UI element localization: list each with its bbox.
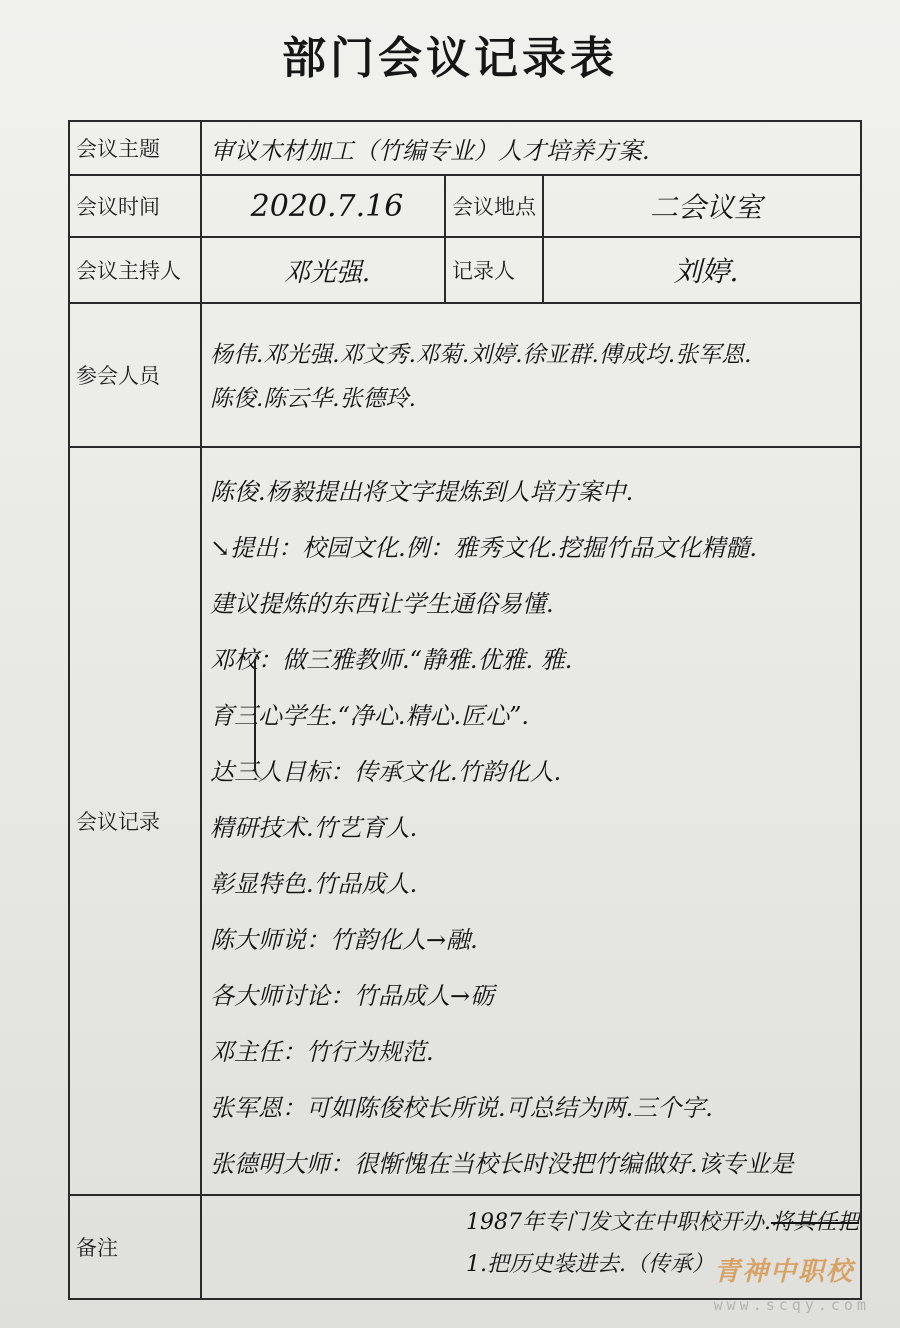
- value-location: 二会议室: [543, 175, 861, 237]
- record-line: 陈俊.杨毅提出将文字提炼到人培方案中.: [210, 478, 634, 506]
- label-recorder: 记录人: [445, 237, 543, 303]
- label-remarks: 备注: [69, 1195, 201, 1299]
- row-record: [69, 447, 861, 1195]
- attendees-line-2: 陈俊.陈云华.张德玲.: [210, 386, 416, 412]
- label-location: 会议地点: [445, 175, 543, 237]
- row-time-location: [69, 175, 861, 237]
- record-line: 张军恩：可如陈俊校长所说.可总结为两.三个字.: [210, 1094, 713, 1122]
- value-topic: 审议木材加工（竹编专业）人才培养方案.: [201, 121, 861, 175]
- value-host: 邓光强.: [201, 237, 445, 303]
- value-record: [201, 447, 861, 1195]
- record-line: 彰显特色.竹品成人.: [210, 870, 418, 898]
- watermark-url: www.scqy.com: [713, 1296, 870, 1314]
- record-line: ↘提出：校园文化.例：雅秀文化.挖掘竹品文化精髓.: [210, 534, 757, 562]
- page-title: 部门会议记录表: [282, 33, 618, 84]
- value-attendees: [201, 303, 861, 447]
- record-line: 各大师讨论：竹品成人→砺: [210, 982, 495, 1010]
- remarks-line-1-text: 1987年专门发文在中职校开办.: [466, 1210, 771, 1235]
- record-brace: [254, 650, 270, 780]
- meeting-record-table: [68, 120, 862, 1300]
- label-topic: 会议主题: [69, 121, 201, 175]
- label-record: 会议记录: [69, 447, 201, 1195]
- label-host: 会议主持人: [69, 237, 201, 303]
- label-attendees: 参会人员: [69, 303, 201, 447]
- label-time: 会议时间: [69, 175, 201, 237]
- record-line: 建议提炼的东西让学生通俗易懂.: [210, 590, 554, 618]
- value-recorder: 刘婷.: [543, 237, 861, 303]
- value-time: 2020.7.16: [201, 175, 445, 237]
- record-line: 邓校：做三雅教师.“静雅.优雅. 雅.: [210, 646, 573, 674]
- record-line: 张德明大师：很惭愧在当校长时没把竹编做好.该专业是: [210, 1150, 794, 1178]
- remarks-line-1: [202, 1202, 860, 1244]
- record-line: 邓主任：竹行为规范.: [210, 1038, 434, 1066]
- record-lines: [202, 448, 860, 1192]
- record-line: 陈大师说：竹韵化人→融.: [210, 926, 478, 954]
- record-line: 精研技术.竹艺育人.: [210, 814, 418, 842]
- record-line: 育三心学生.“净心.精心.匠心”.: [210, 702, 530, 730]
- attendees-line-1: 杨伟.邓光强.邓文秀.邓菊.刘婷.徐亚群.傅成均.张军恩.: [210, 342, 752, 369]
- watermark-logo: 青神中职校: [713, 1257, 854, 1287]
- row-host-recorder: [69, 237, 861, 303]
- record-line: 达三人目标：传承文化.竹韵化人.: [210, 758, 562, 786]
- row-topic: [69, 121, 861, 175]
- row-attendees: [69, 303, 861, 447]
- remarks-struck-text: 将其任把: [770, 1210, 859, 1235]
- remarks-line-2: 1.把历史装进去.（传承）: [466, 1251, 714, 1277]
